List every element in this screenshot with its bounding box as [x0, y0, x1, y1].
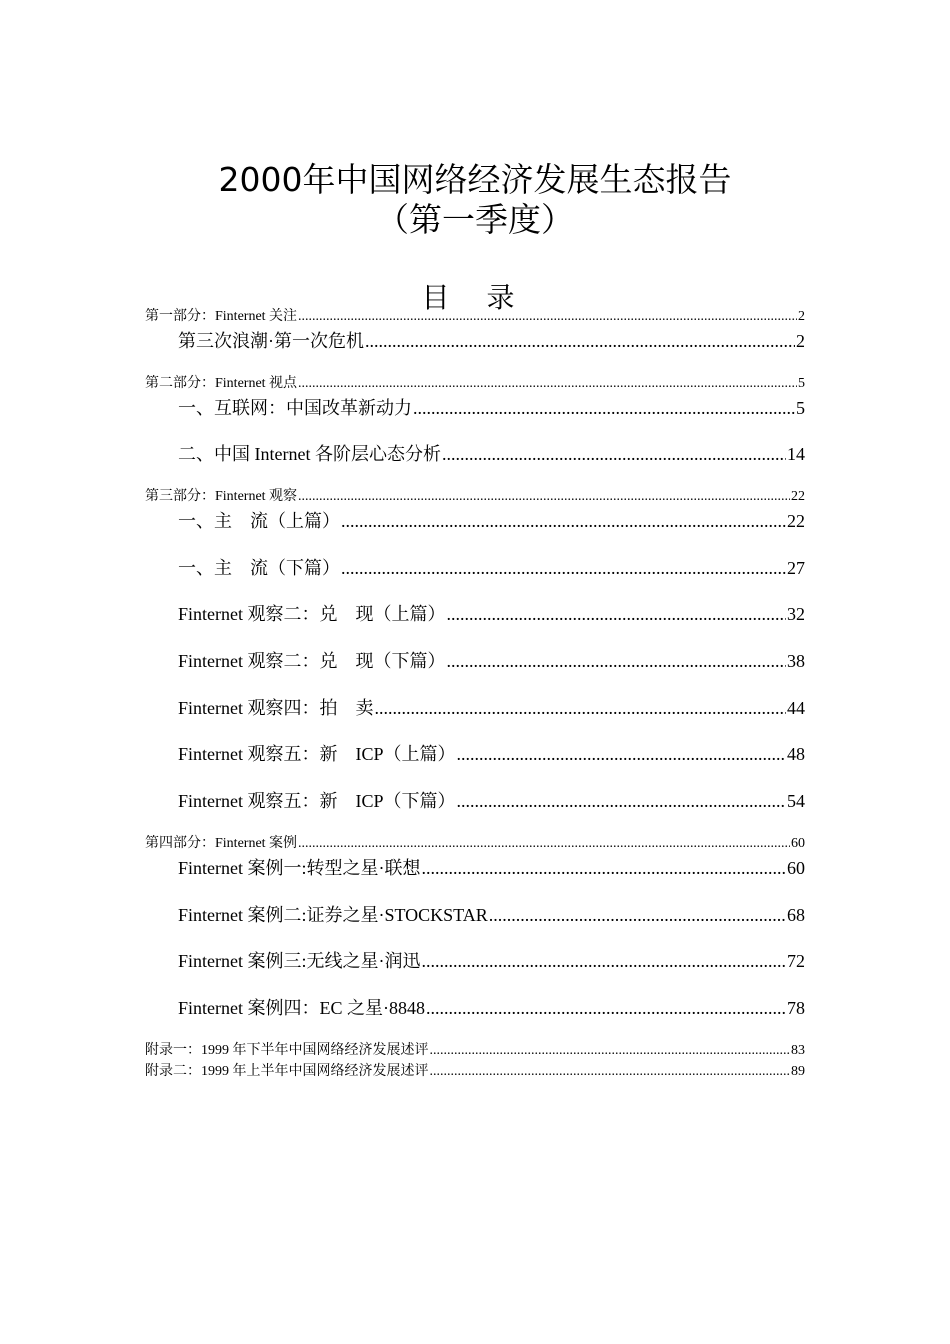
toc-dot-leader	[457, 790, 787, 812]
toc-page-number: 32	[787, 604, 805, 624]
toc-subsection-entry[interactable]	[178, 904, 805, 926]
toc-section-entry[interactable]	[145, 375, 805, 393]
toc-dot-leader	[298, 835, 790, 853]
toc-subsection-entry[interactable]	[178, 997, 805, 1019]
toc-entry-label: Finternet 案例一:转型之星·联想	[178, 858, 421, 878]
toc-page-number: 54	[787, 791, 805, 811]
toc-section-entry[interactable]	[145, 488, 805, 506]
toc-entry-label: Finternet 观察二：兑 现（下篇）	[178, 651, 446, 671]
toc-entry-label: Finternet 观察五：新 ICP（下篇）	[178, 791, 456, 811]
toc-page-number: 38	[787, 651, 805, 671]
toc-subsection-entry[interactable]	[178, 510, 805, 532]
toc-page-number: 44	[787, 698, 805, 718]
toc-page-number: 78	[787, 998, 805, 1018]
toc-entry-label: Finternet 观察五：新 ICP（上篇）	[178, 744, 456, 764]
toc-entry-label: 一、主 流（上篇）	[178, 511, 340, 531]
toc-entry-label: 附录一：1999 年下半年中国网络经济发展述评	[145, 1043, 429, 1058]
report-title: 2000年中国网络经济发展生态报告	[218, 160, 732, 199]
toc-dot-leader	[375, 697, 787, 719]
toc-entry-label: 第三部分：Finternet 观察	[145, 489, 298, 504]
toc-entry-label: 第四部分：Finternet 案例	[145, 836, 298, 851]
toc-entry-label: 第一部分：Finternet 关注	[145, 309, 298, 324]
toc-entry-label: Finternet 观察二：兑 现（上篇）	[178, 604, 446, 624]
toc-page-number: 2	[796, 331, 805, 351]
toc-dot-leader	[341, 510, 786, 532]
toc-entry-label: Finternet 观察四：拍 卖	[178, 698, 374, 718]
toc-page-number: 5	[798, 376, 805, 391]
toc-subsection-entry[interactable]	[178, 743, 805, 765]
toc-subsection-entry[interactable]	[178, 330, 805, 352]
toc-section-entry[interactable]	[145, 308, 805, 326]
toc-dot-leader	[430, 1063, 791, 1081]
toc-section-entry[interactable]	[145, 1042, 805, 1060]
toc-page-number: 83	[791, 1043, 805, 1058]
toc-subsection-entry[interactable]	[178, 950, 805, 972]
toc-dot-leader	[413, 397, 795, 419]
toc-entry-label: 第二部分：Finternet 视点	[145, 376, 298, 391]
toc-entry-label: 一、互联网：中国改革新动力	[178, 398, 412, 418]
toc-dot-leader	[489, 904, 786, 926]
toc-dot-leader	[341, 557, 786, 579]
toc-entry-label: Finternet 案例二:证券之星·STOCKSTAR	[178, 905, 488, 925]
toc-page-number: 22	[787, 511, 805, 531]
toc-dot-leader	[298, 308, 797, 326]
toc-subsection-entry[interactable]	[178, 650, 805, 672]
toc-heading: 目 录	[421, 281, 529, 314]
toc-dot-leader	[298, 375, 797, 393]
toc-dot-leader	[298, 488, 790, 506]
toc-page-number: 72	[787, 951, 805, 971]
toc-dot-leader	[442, 443, 786, 465]
toc-subsection-entry[interactable]	[178, 443, 805, 465]
toc-entry-label: 二、中国 Internet 各阶层心态分析	[178, 444, 441, 464]
toc-page-number: 14	[787, 444, 805, 464]
toc-entry-label: 附录二：1999 年上半年中国网络经济发展述评	[145, 1064, 429, 1079]
toc-page-number: 60	[791, 836, 805, 851]
toc-page-number: 2	[798, 309, 805, 324]
toc-dot-leader	[421, 857, 786, 879]
toc-entry-label: Finternet 案例三:无线之星·润迅	[178, 951, 421, 971]
toc-dot-leader	[365, 330, 795, 352]
toc-page-number: 60	[787, 858, 805, 878]
toc-page-number: 48	[787, 744, 805, 764]
toc-page-number: 22	[791, 489, 805, 504]
toc-dot-leader	[447, 650, 787, 672]
toc-dot-leader	[426, 997, 786, 1019]
toc-page-number: 68	[787, 905, 805, 925]
toc-subsection-entry[interactable]	[178, 603, 805, 625]
toc-dot-leader	[457, 743, 787, 765]
toc-entry-label: 第三次浪潮·第一次危机	[178, 331, 364, 351]
toc-subsection-entry[interactable]	[178, 557, 805, 579]
toc-page-number: 89	[791, 1064, 805, 1079]
toc-page-number: 27	[787, 558, 805, 578]
toc-dot-leader	[447, 603, 787, 625]
toc-section-entry[interactable]	[145, 835, 805, 853]
toc-subsection-entry[interactable]	[178, 857, 805, 879]
toc-page-number: 5	[796, 398, 805, 418]
toc-subsection-entry[interactable]	[178, 697, 805, 719]
report-subtitle: （第一季度）	[376, 200, 574, 239]
toc-entry-label: Finternet 案例四：EC 之星·8848	[178, 998, 425, 1018]
toc-dot-leader	[421, 950, 786, 972]
toc-entry-label: 一、主 流（下篇）	[178, 558, 340, 578]
toc-subsection-entry[interactable]	[178, 397, 805, 419]
toc-subsection-entry[interactable]	[178, 790, 805, 812]
toc-dot-leader	[430, 1042, 791, 1060]
toc-section-entry[interactable]	[145, 1063, 805, 1081]
